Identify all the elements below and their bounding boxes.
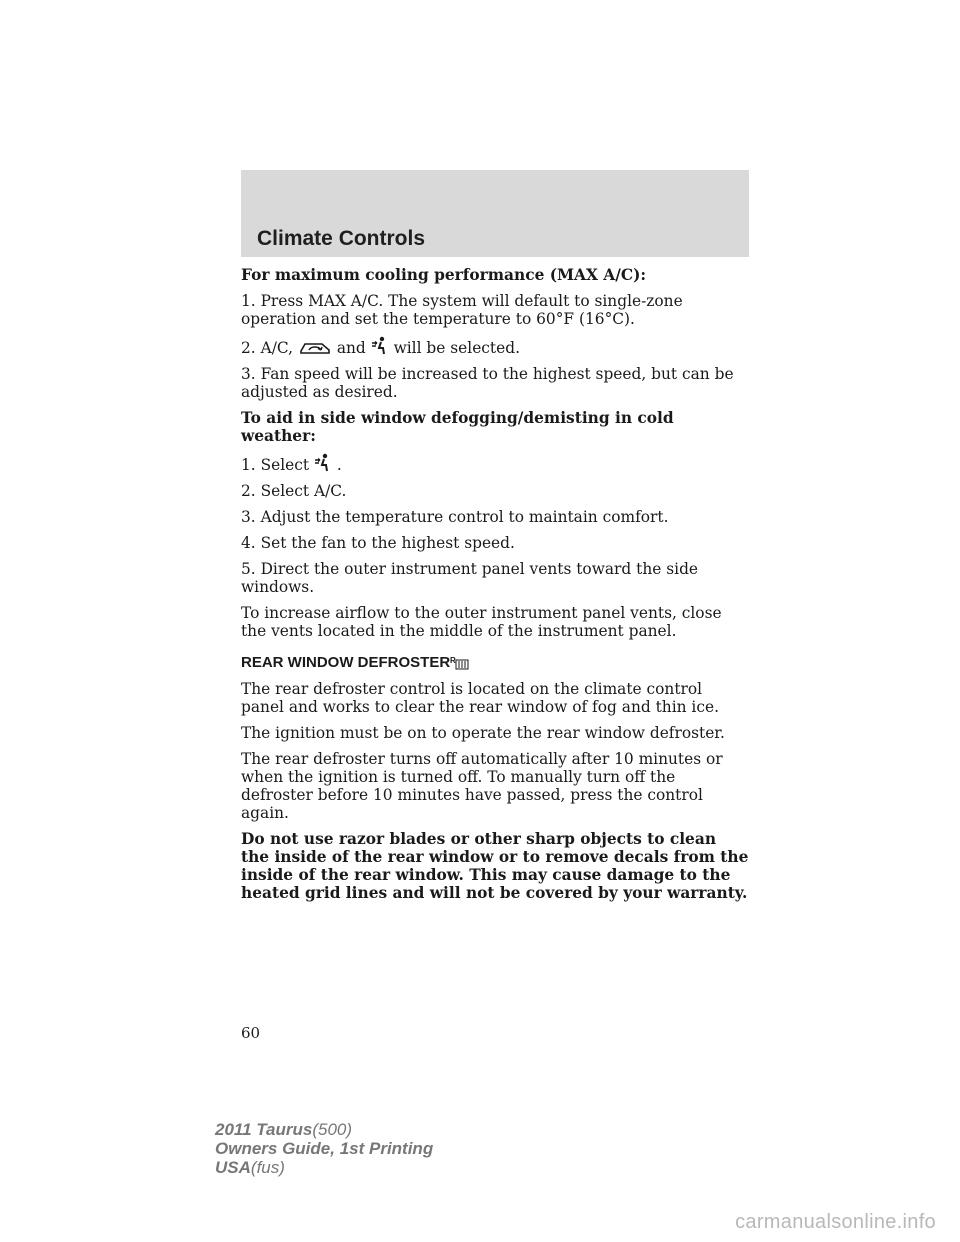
defog-step-3: 3. Adjust the temperature control to maintain comfort.: [241, 508, 669, 526]
rear-defroster-paragraph-2: The ignition must be on to operate the rear window defroster.: [241, 724, 725, 742]
defog-step-5: 5. Direct the outer instrument panel vents toward the side windows.: [241, 560, 699, 596]
footer-model: 2011 Taurus: [215, 1120, 313, 1139]
defog-heading: To aid in side window defogging/demisting in cold weather:: [241, 409, 674, 445]
footer-line-2: Owners Guide, 1st Printing: [215, 1139, 434, 1158]
footer-line-3: [215, 1158, 433, 1177]
step2-and: and: [336, 339, 366, 357]
rear-defroster-paragraph-3: The rear defroster turns off automatically after 10 minutes or when the ignition is turned off. To manually turn off the defroster before 10 minutes have passed, press the control again.: [241, 750, 723, 822]
max-cooling-step-1: 1. Press MAX A/C. The system will default to single-zone operation and set the temperature to 60°F (16°C).: [241, 292, 683, 328]
step2-prefix: 2. A/C,: [241, 339, 293, 357]
print-footer: [215, 1120, 433, 1177]
warning-text: Do not use razor blades or other sharp objects to clean the inside of the rear window or to remove decals from the inside of the rear window. This may cause damage to the heated grid lines and will not be covered by your warranty.: [241, 830, 749, 902]
footer-region: USA: [215, 1158, 251, 1177]
panel-vent-airflow-icon: [371, 336, 389, 356]
rear-defroster-heading-text: REAR WINDOW DEFROSTER: [241, 654, 451, 671]
max-cooling-heading: For maximum cooling performance (MAX A/C):: [241, 266, 647, 284]
defog1-prefix: 1. Select: [241, 456, 310, 474]
site-watermark: carmanualsonline.info: [735, 1211, 936, 1233]
defog-step-1: [241, 453, 749, 474]
page-number: 60: [241, 1024, 261, 1042]
step2-suffix: will be selected.: [393, 339, 520, 357]
max-cooling-step-3: 3. Fan speed will be increased to the highest speed, but can be adjusted as desired.: [241, 365, 734, 401]
section-title: Climate Controls: [257, 227, 426, 250]
defog1-suffix: .: [336, 456, 342, 474]
footer-region-code: (fus): [250, 1158, 285, 1177]
rear-defroster-heading: [241, 654, 749, 672]
section-header-band: [241, 170, 749, 257]
page-content: [241, 266, 749, 910]
footer-line-1: [215, 1120, 433, 1139]
defog-step-2: 2. Select A/C.: [241, 482, 347, 500]
defog-step-4: 4. Set the fan to the highest speed.: [241, 534, 515, 552]
rear-defroster-paragraph-1: The rear defroster control is located on the climate control panel and works to clear the rear window of fog and thin ice.: [241, 680, 719, 716]
rear-defroster-icon: [450, 655, 470, 671]
recirculation-icon: [298, 338, 332, 356]
panel-vent-airflow-icon: [314, 453, 332, 473]
footer-model-code: (500): [312, 1120, 353, 1139]
airflow-note: To increase airflow to the outer instrument panel vents, close the vents located in the middle of the instrument panel.: [241, 604, 722, 640]
svg-text:R: R: [450, 656, 456, 665]
max-cooling-step-2: [241, 336, 749, 357]
